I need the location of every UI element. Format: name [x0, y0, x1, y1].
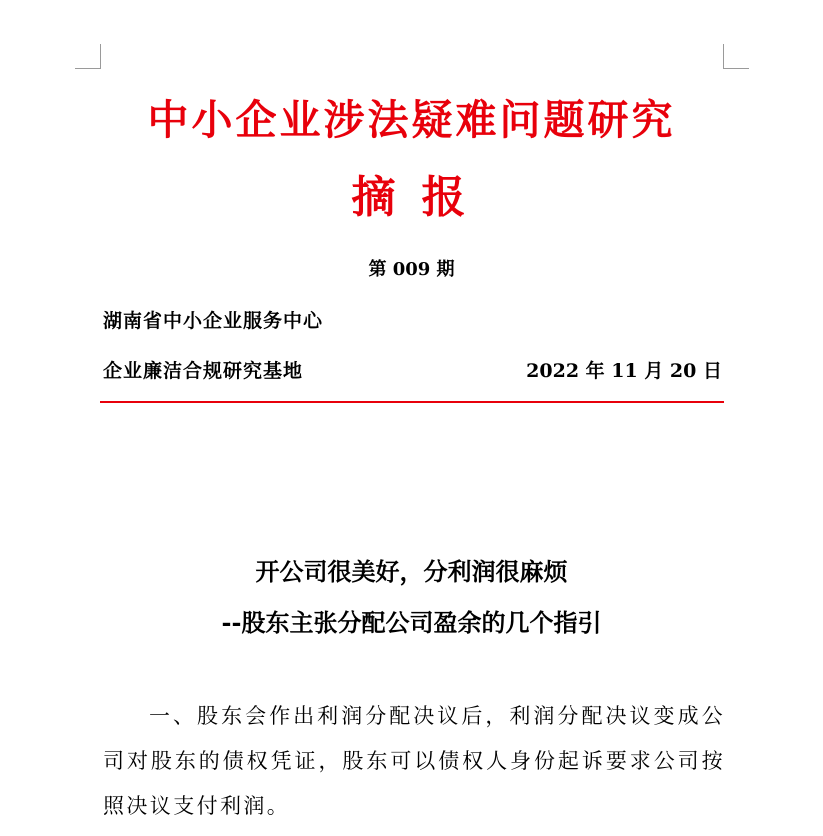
crop-mark-top-left-vertical	[100, 44, 101, 69]
publish-date: 2022 年 11 月 20 日	[526, 360, 722, 382]
publisher-org-2: 企业廉洁合规研究基地	[103, 360, 304, 382]
masthead-title: 中小企业涉法疑难问题研究	[147, 96, 676, 144]
issue-number: 第 009 期	[368, 259, 455, 280]
crop-mark-top-right-horizontal	[723, 68, 749, 69]
body-paragraph: 一、股东会作出利润分配决议后，利润分配决议变成公司对股东的债权凭证，股东可以债权人身份起诉要求公司按照决议支付利润。	[103, 704, 725, 818]
header-divider	[100, 401, 724, 403]
masthead-subtitle: 摘报	[351, 172, 492, 223]
publisher-org-1: 湖南省中小企业服务中心	[103, 310, 324, 332]
crop-mark-top-right-vertical	[723, 44, 724, 69]
crop-mark-top-left-horizontal	[75, 68, 101, 69]
article-subtitle: --股东主张分配公司盈余的几个指引	[221, 608, 602, 637]
article-title: 开公司很美好，分利润很麻烦	[255, 557, 568, 586]
